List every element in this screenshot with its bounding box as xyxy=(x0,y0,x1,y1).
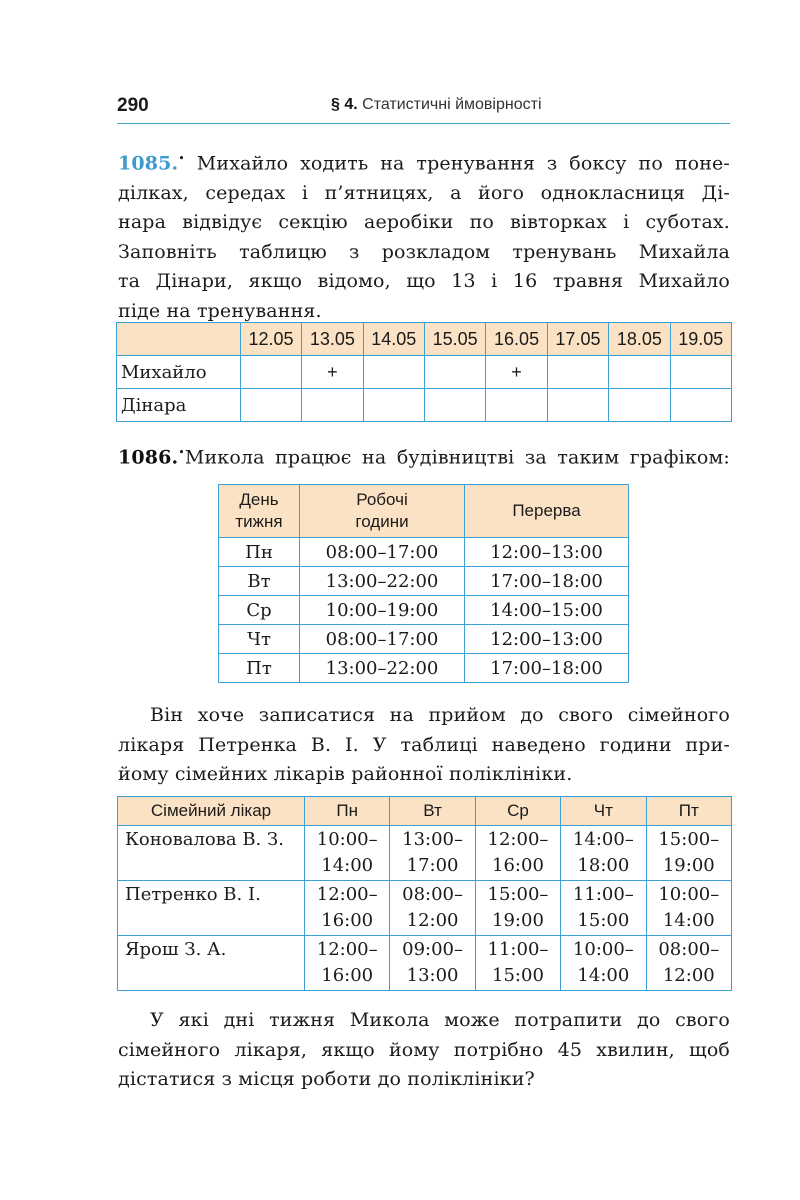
day-cell: Пн xyxy=(219,538,300,567)
text-line: сімейного лікаря, якщо йому потрібно 45 хвилин, щоб xyxy=(118,1038,730,1061)
date-header: 13.05 xyxy=(302,323,363,356)
text-line: та Дінари, якщо відомо, що 13 і 16 травня Михайло xyxy=(118,270,730,293)
date-header: 16.05 xyxy=(486,323,547,356)
table-row xyxy=(219,567,629,596)
header-day: Пн xyxy=(305,797,390,826)
table-cell xyxy=(547,356,608,389)
table-cell xyxy=(670,389,731,422)
header-day: Вт xyxy=(390,797,475,826)
hours-cell: 15:00– 19:00 xyxy=(646,826,731,881)
text-line: 1085.• Михайло ходить на тренування з боксу по поне- xyxy=(118,152,730,175)
header-break: Перерва xyxy=(465,485,629,538)
table-row xyxy=(219,538,629,567)
hours-cell: 10:00– 14:00 xyxy=(561,936,646,991)
hours-cell: 11:00– 15:00 xyxy=(475,936,560,991)
table-row xyxy=(117,389,732,422)
hours-cell: 08:00–17:00 xyxy=(300,538,465,567)
date-header: 12.05 xyxy=(240,323,301,356)
training-schedule-table xyxy=(116,322,732,422)
date-header: 17.05 xyxy=(547,323,608,356)
table-row xyxy=(219,654,629,683)
exercise-number: 1086. xyxy=(118,446,179,469)
text-line: Він хоче записатися на прийом до свого сімейного xyxy=(150,704,730,726)
header-day: Чт xyxy=(561,797,646,826)
table-cell xyxy=(363,389,424,422)
exercise-1086-question xyxy=(118,1006,730,1095)
header-doctor: Сімейний лікар xyxy=(118,797,305,826)
hours-cell: 09:00– 13:00 xyxy=(390,936,475,991)
date-header: 19.05 xyxy=(670,323,731,356)
page-header xyxy=(117,93,730,124)
hours-cell: 08:00– 12:00 xyxy=(390,881,475,936)
header-day: Пт xyxy=(646,797,731,826)
table-cell xyxy=(302,389,363,422)
row-label: Дінара xyxy=(117,389,241,422)
table-header-row xyxy=(117,323,732,356)
text-line: лікаря Петренка В. І. У таблиці наведено години при- xyxy=(118,733,730,756)
table-cell xyxy=(424,389,485,422)
date-header: 18.05 xyxy=(609,323,670,356)
date-header: 15.05 xyxy=(424,323,485,356)
doctors-table xyxy=(117,796,732,991)
break-cell: 14:00–15:00 xyxy=(465,596,629,625)
doctor-name: Петренко В. І. xyxy=(118,881,305,936)
hours-cell: 12:00– 16:00 xyxy=(305,881,390,936)
header-day: Ср xyxy=(475,797,560,826)
table-row xyxy=(118,936,732,991)
hours-cell: 08:00– 12:00 xyxy=(646,936,731,991)
page-number: 290 xyxy=(117,95,149,116)
break-cell: 12:00–13:00 xyxy=(465,538,629,567)
section-title: § 4. Статистичні ймовірності xyxy=(331,96,542,113)
text-line: дістатися з місця роботи до поліклініки? xyxy=(118,1068,535,1090)
header-hours: Робочі години xyxy=(300,485,465,538)
text-line: У які дні тижня Микола може потрапити до свого xyxy=(150,1009,730,1031)
hours-cell: 10:00–19:00 xyxy=(300,596,465,625)
day-cell: Ср xyxy=(219,596,300,625)
table-cell: + xyxy=(486,356,547,389)
hours-cell: 12:00– 16:00 xyxy=(475,826,560,881)
date-header: 14.05 xyxy=(363,323,424,356)
text-line: 1086.•Микола працює на будівництві за таким графіком: xyxy=(118,446,730,469)
text-line: Заповніть таблицю з розкладом тренувань Михайла xyxy=(118,240,730,263)
hours-cell: 14:00– 18:00 xyxy=(561,826,646,881)
exercise-1086-intro xyxy=(118,438,730,473)
table-row xyxy=(219,596,629,625)
text-line: нара відвідує секцію аеробіки по вівторках і суботах. xyxy=(118,211,730,234)
break-cell: 12:00–13:00 xyxy=(465,625,629,654)
hours-cell: 10:00– 14:00 xyxy=(646,881,731,936)
table-cell xyxy=(609,389,670,422)
table-row xyxy=(118,826,732,881)
table-cell: + xyxy=(302,356,363,389)
exercise-number: 1085. xyxy=(118,152,179,175)
day-cell: Пт xyxy=(219,654,300,683)
hours-cell: 13:00–22:00 xyxy=(300,567,465,596)
table-cell xyxy=(424,356,485,389)
text-line: піде на тренування. xyxy=(118,299,322,322)
break-cell: 17:00–18:00 xyxy=(465,654,629,683)
hours-cell: 08:00–17:00 xyxy=(300,625,465,654)
exercise-1085-text xyxy=(118,144,730,326)
day-cell: Вт xyxy=(219,567,300,596)
table-row xyxy=(118,881,732,936)
break-cell: 17:00–18:00 xyxy=(465,567,629,596)
table-cell xyxy=(240,356,301,389)
hours-cell: 12:00– 16:00 xyxy=(305,936,390,991)
table-cell xyxy=(240,389,301,422)
table-cell xyxy=(486,389,547,422)
table-cell xyxy=(670,356,731,389)
doctor-name: Коновалова В. З. xyxy=(118,826,305,881)
text-line: йому сімейних лікарів районної поліклініки. xyxy=(118,763,573,785)
hours-cell: 13:00– 17:00 xyxy=(390,826,475,881)
hours-cell: 15:00– 19:00 xyxy=(475,881,560,936)
work-schedule-table xyxy=(218,484,629,683)
hours-cell: 10:00– 14:00 xyxy=(305,826,390,881)
table-cell xyxy=(547,389,608,422)
day-cell: Чт xyxy=(219,625,300,654)
corner-cell xyxy=(117,323,241,356)
table-cell xyxy=(609,356,670,389)
table-row xyxy=(117,356,732,389)
hours-cell: 13:00–22:00 xyxy=(300,654,465,683)
hours-cell: 11:00– 15:00 xyxy=(561,881,646,936)
header-day: День тижня xyxy=(219,485,300,538)
table-header-row xyxy=(219,485,629,538)
table-header-row xyxy=(118,797,732,826)
row-label: Михайло xyxy=(117,356,241,389)
exercise-1086-middle xyxy=(118,701,730,790)
doctor-name: Ярош З. А. xyxy=(118,936,305,991)
table-cell xyxy=(363,356,424,389)
text-line: ділках, середах і п’ятницях, а його однокласниця Ді- xyxy=(118,181,730,204)
table-row xyxy=(219,625,629,654)
